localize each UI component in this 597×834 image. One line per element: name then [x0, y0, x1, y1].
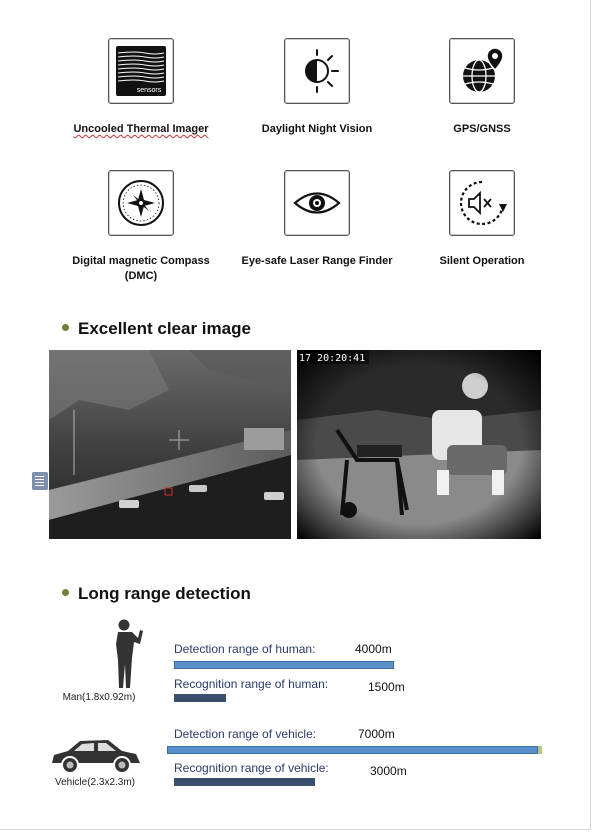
human-silhouette-icon — [110, 618, 144, 690]
feature-silent-operation — [402, 170, 562, 269]
feature-compass — [61, 170, 221, 284]
section-title-image: Excellent clear image — [62, 319, 251, 339]
document-icon[interactable] — [32, 472, 48, 490]
feature-label: Uncooled Thermal Imager — [73, 123, 209, 135]
feature-label: Digital magnetic Compass (DMC) — [72, 255, 210, 282]
feature-gps — [402, 38, 562, 137]
human-detection-value: 4000m — [355, 642, 392, 656]
eye-icon — [284, 170, 350, 236]
feature-daylight-night-vision — [237, 38, 397, 137]
vehicle-detection-bar-end — [538, 746, 542, 754]
vehicle-recognition-bar — [174, 778, 315, 786]
vehicle-recognition-value: 3000m — [370, 764, 407, 778]
feature-label: Eye-safe Laser Range Finder — [241, 255, 393, 267]
feature-thermal-imager — [61, 38, 221, 137]
human-detection-bar — [174, 661, 394, 669]
sensor-icon-text: sensors — [136, 87, 162, 94]
human-recognition-bar — [174, 694, 226, 702]
vehicle-caption: Vehicle(2.3x2.3m) — [54, 777, 136, 788]
feature-label: Daylight Night Vision — [261, 123, 373, 135]
bullet-icon — [62, 324, 69, 331]
human-recognition-value: 1500m — [368, 680, 405, 694]
gps-globe-icon — [449, 38, 515, 104]
vehicle-recognition-label: Recognition range of vehicle: — [174, 761, 329, 775]
human-detection-label: Detection range of human: — [174, 642, 316, 656]
human-caption: Man(1.8x0.92m) — [62, 692, 136, 703]
vehicle-detection-value: 7000m — [358, 727, 395, 741]
feature-label: GPS/GNSS — [453, 123, 511, 135]
vehicle-detection-label: Detection range of vehicle: — [174, 727, 317, 741]
day-night-icon — [284, 38, 350, 104]
thermal-photo-road — [49, 350, 291, 539]
section-title-range: Long range detection — [62, 584, 251, 604]
thermal-sensor-icon — [108, 38, 174, 104]
compass-icon — [108, 170, 174, 236]
feature-laser-range-finder — [237, 170, 397, 269]
silent-icon — [449, 170, 515, 236]
vehicle-detection-bar — [167, 746, 538, 754]
bullet-icon — [62, 589, 69, 596]
feature-label: Silent Operation — [439, 255, 525, 267]
human-recognition-label: Recognition range of human: — [174, 677, 329, 691]
photo-timestamp: 17 20:20:41 — [299, 353, 366, 364]
vehicle-silhouette-icon — [50, 737, 142, 775]
night-vision-photo-man — [297, 350, 541, 539]
